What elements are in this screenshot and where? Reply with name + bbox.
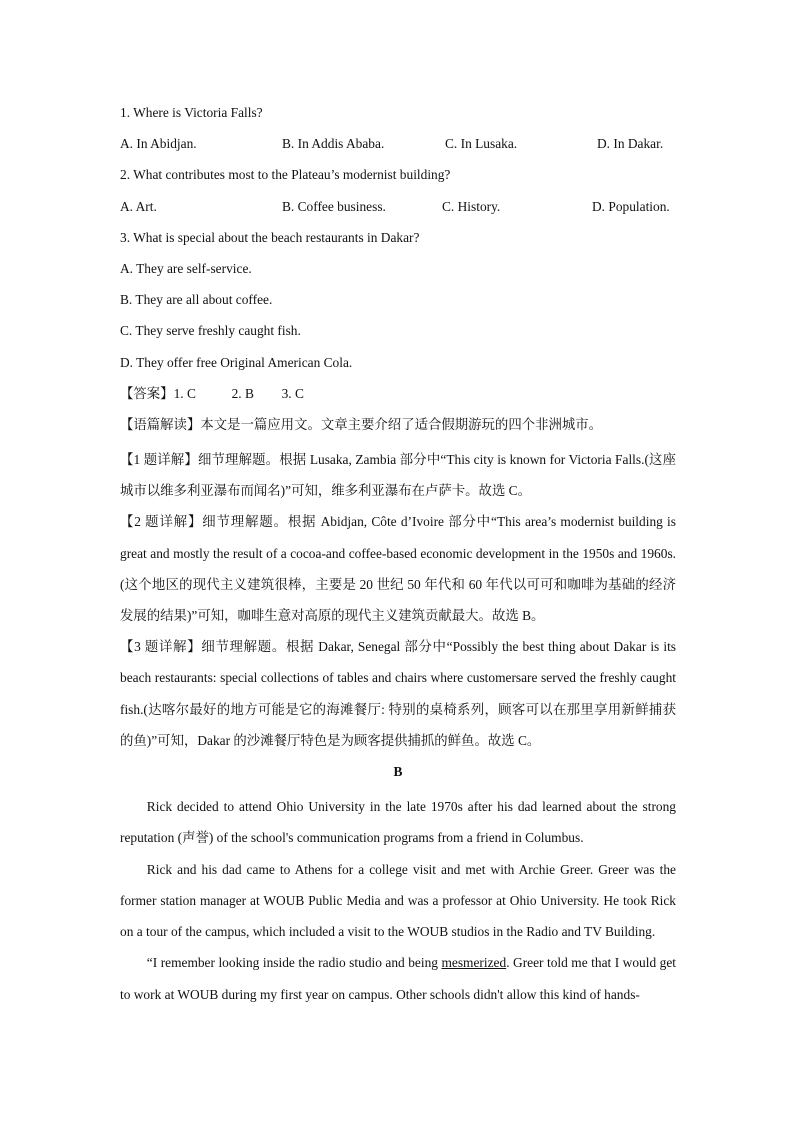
- explanation-3-text: 细节理解题。根据 Dakar, Senegal 部分中“Possibly the best thing about Dakar is its beach restaurants: special collections of tables and chairs where customersare served the freshly caught fish.(达喀尔最好的地方可能是它的海滩餐厅: 特别的桌椅系列，顾客可以在那里享用新鲜捕获的鱼)”可知，Dakar 的沙滩餐厅特色是为顾客提供捕抓的鲜鱼。故选 C。: [120, 639, 676, 748]
- interpretation-line: [120, 413, 676, 444]
- passage-paragraph-3-end: . Greer told me that I would get to work at WOUB during my first year on campus. Other schools didn't allow this kind of hands-: [120, 955, 677, 1002]
- answer-line: [120, 382, 676, 413]
- answer-3: 3. C: [281, 385, 304, 401]
- question-1-option-b: B. In Addis Ababa.: [282, 136, 385, 152]
- question-1-option-a: A. In Abidjan.: [120, 136, 197, 152]
- question-3-stem: 3. What is special about the beach restaurants in Dakar?: [120, 229, 420, 245]
- explanation-1-text: 细节理解题。根据 Lusaka, Zambia 部分中“This city is known for Victoria Falls.(这座城市以维多利亚瀑布而闻名)”可知，维多利亚瀑布在卢萨卡。故选 C。: [120, 452, 676, 499]
- question-1-stem: 1. Where is Victoria Falls?: [120, 105, 263, 120]
- question-3-option-d: D. They offer free Original American Cola.: [120, 354, 353, 370]
- question-2-option-b: B. Coffee business.: [282, 198, 386, 214]
- passage-paragraph-1: Rick decided to attend Ohio University in the late 1970s after his dad learned about the strong reputation (声誉) of the school's communication programs from a friend in Columbus.: [120, 799, 676, 846]
- interpretation-tag: 【语篇解读】: [120, 416, 201, 432]
- question-2-stem: 2. What contributes most to the Plateau’s modernist building?: [120, 167, 451, 183]
- question-3-option-c: C. They serve freshly caught fish.: [120, 323, 301, 339]
- question-2-options: [120, 195, 676, 226]
- explanation-3-tag: 【3 题详解】: [120, 639, 202, 655]
- question-2-option-d: D. Population.: [592, 198, 670, 214]
- answer-2: 2. B: [231, 385, 254, 401]
- explanation-1-tag: 【1 题详解】: [120, 452, 198, 468]
- question-1-options: [120, 132, 676, 163]
- interpretation-text: 本文是一篇应用文。文章主要介绍了适合假期游玩的四个非洲城市。: [200, 416, 603, 432]
- answer-tag: 【答案】: [120, 385, 174, 401]
- answer-1: 1. C: [173, 385, 196, 401]
- document-content: [120, 101, 676, 1010]
- passage-paragraph-3: [120, 947, 676, 1009]
- question-3-option-a: A. They are self-service.: [120, 260, 252, 276]
- explanation-2-tag: 【2 题详解】: [120, 514, 203, 530]
- question-2-option-c: C. History.: [442, 198, 501, 214]
- section-title: B: [393, 764, 403, 780]
- explanation-1: [120, 444, 676, 506]
- explanation-3: [120, 631, 676, 756]
- passage-paragraph-2: Rick and his dad came to Athens for a college visit and met with Archie Greer. Greer was the former station manager at WOUB Public Media and was a professor at Ohio University. He took Rick on a tour of the campus, which included a visit to the WOUB studios in the Radio and TV Building.: [120, 861, 676, 940]
- underlined-word: mesmerized: [441, 955, 507, 971]
- question-2-option-a: A. Art.: [120, 198, 157, 214]
- passage-paragraph-3-start: “I remember looking inside the radio studio and being: [146, 955, 442, 971]
- question-1-option-c: C. In Lusaka.: [445, 136, 518, 152]
- explanation-2: [120, 506, 676, 631]
- explanation-2-text: 细节理解题。根据 Abidjan, Côte d’Ivoire 部分中“This area’s modernist building is great and mostly the result of a cocoa-and coffee-based economic development in the 1950s and 1960s.(这个地区的现代主义建筑很棒，主要是 20 世纪 50 年代和 60 年代以可可和咖啡为基础的经济发展的结果)”可知，咖啡生意对高原的现代主义建筑贡献最大。故选 B。: [120, 514, 676, 624]
- question-1-option-d: D. In Dakar.: [597, 136, 664, 152]
- question-3-option-b: B. They are all about coffee.: [120, 292, 273, 308]
